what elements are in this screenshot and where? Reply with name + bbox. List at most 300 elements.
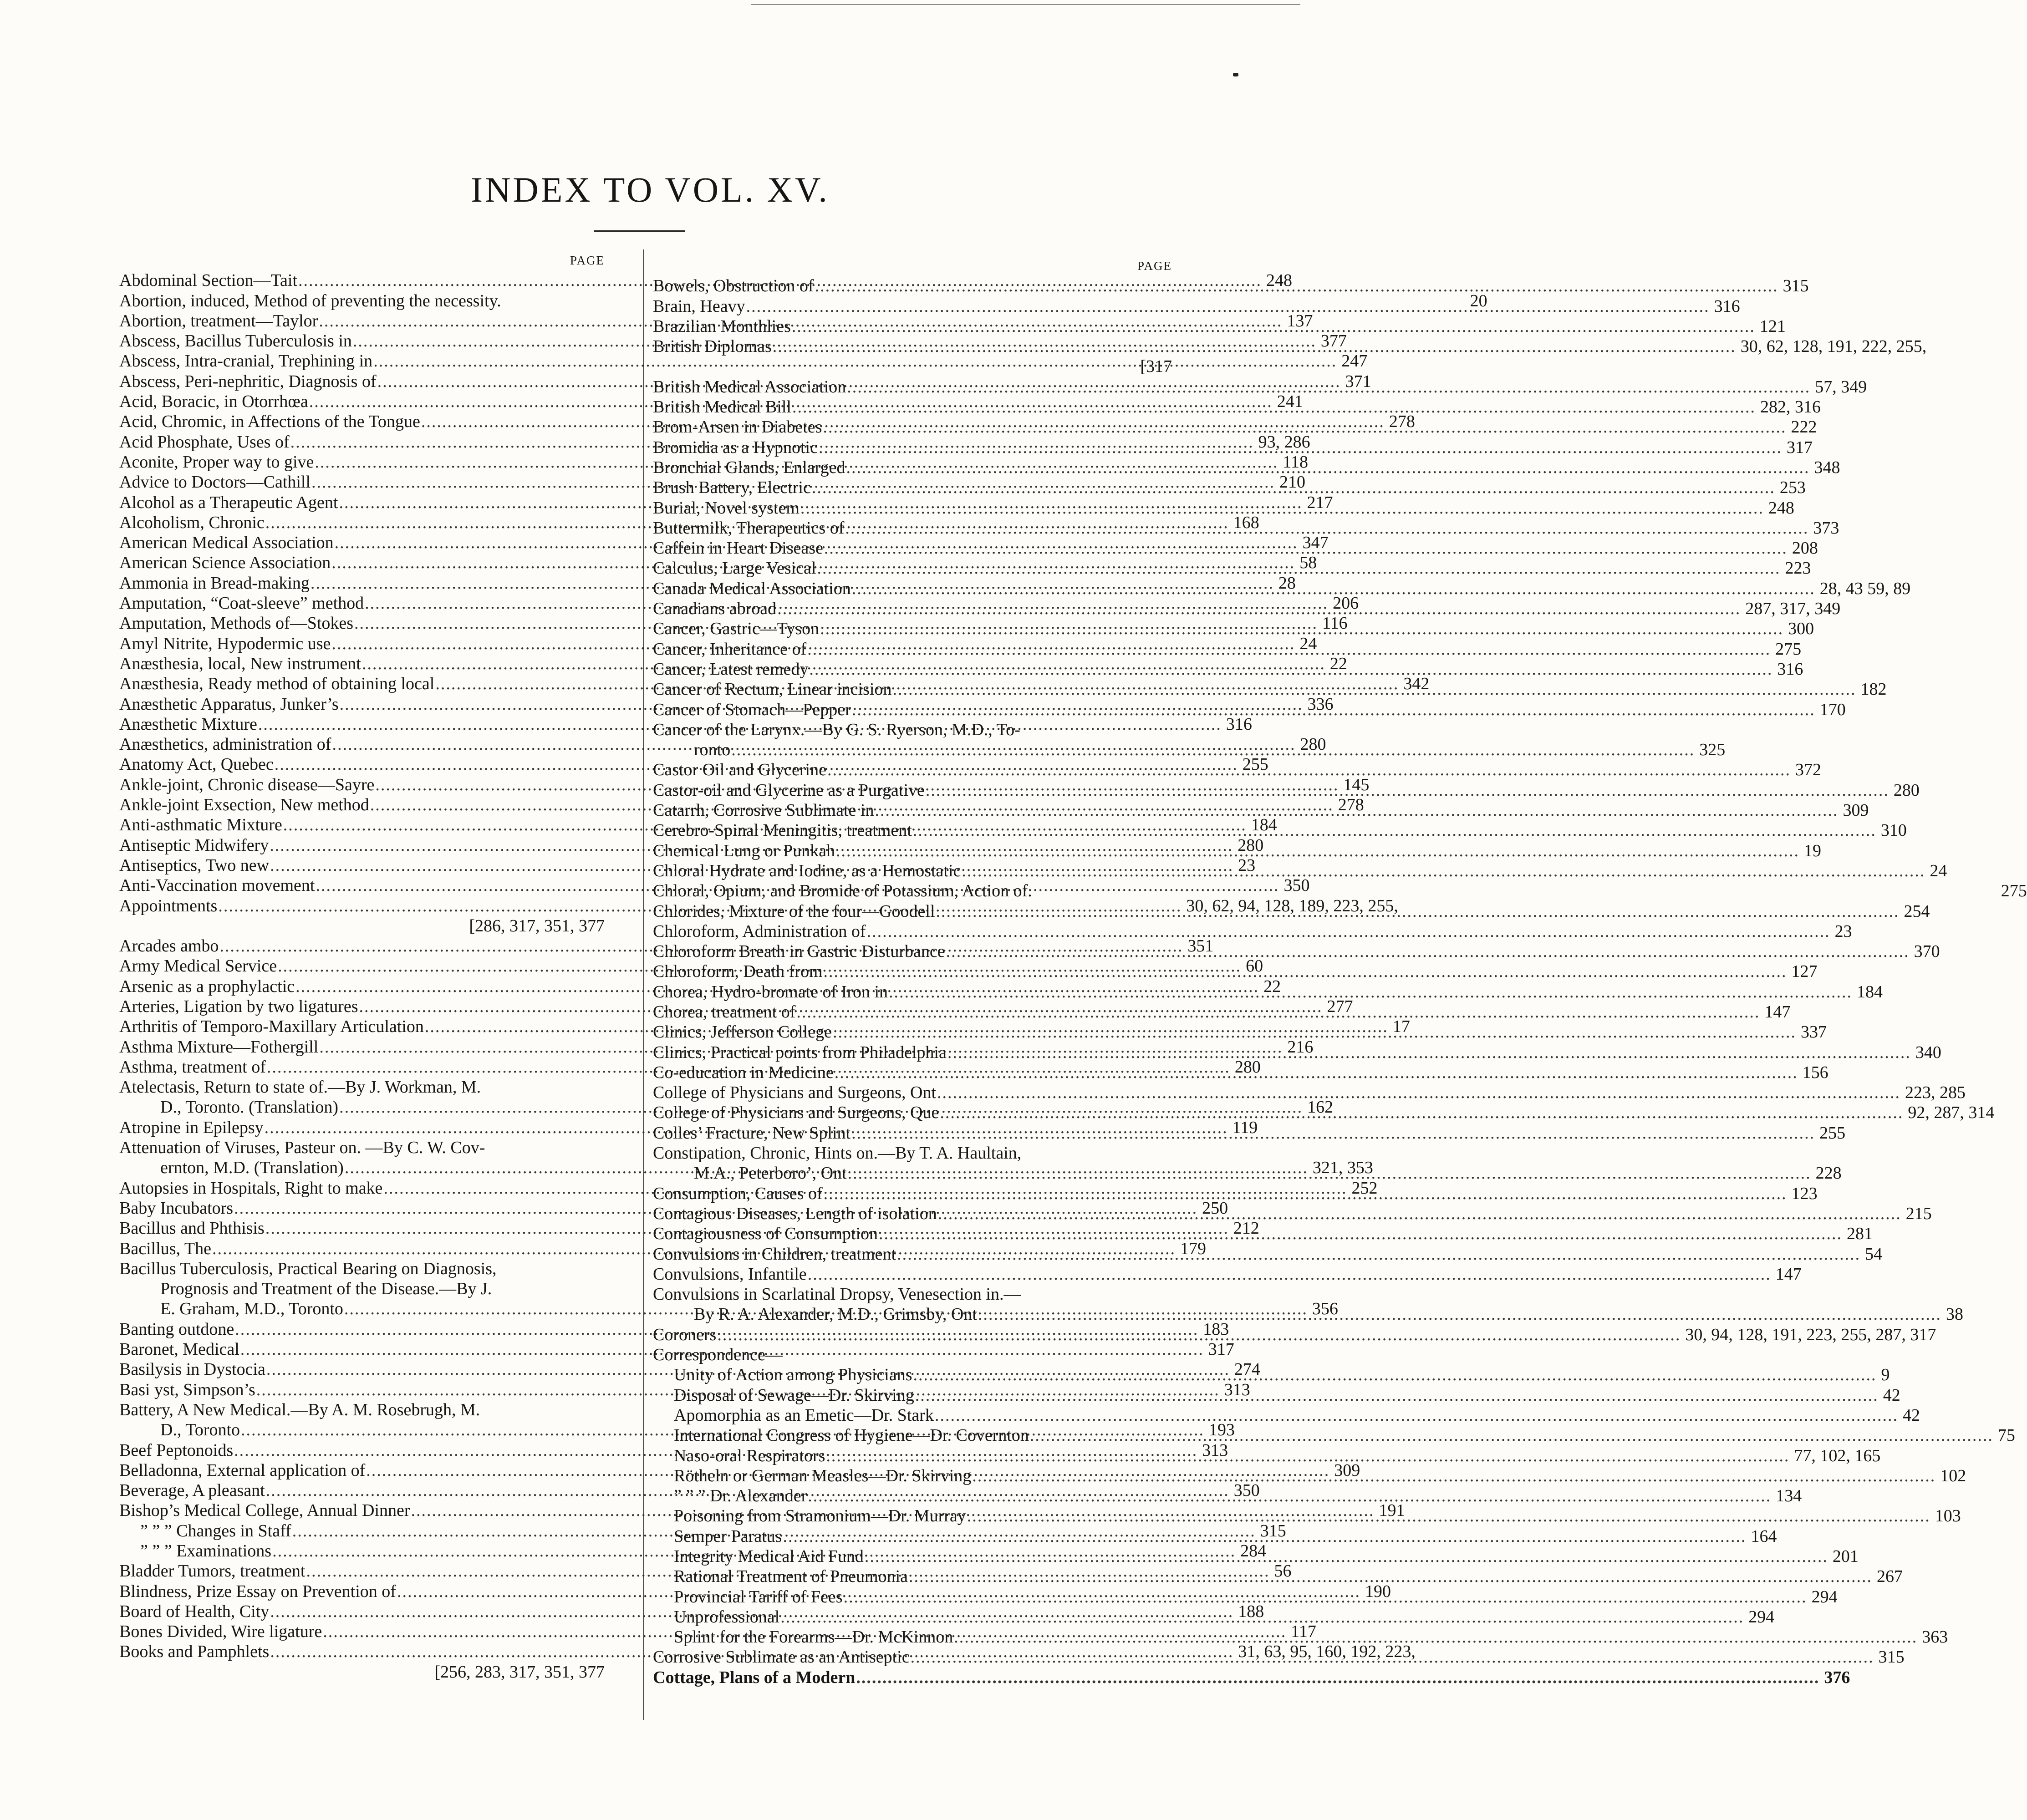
dot-leader (845, 458, 1809, 478)
dot-leader (843, 1587, 1807, 1607)
entry-title: Anæsthetic Apparatus, Junker’s (119, 694, 339, 714)
entry-title: British Medical Association (653, 377, 846, 397)
index-entry (119, 1662, 605, 1682)
entry-page-number: 222 (1791, 417, 1817, 437)
entry-title: American Science Association (119, 553, 331, 573)
entry-page-number: 193 (1209, 1420, 1235, 1440)
entry-page-number: 102 (1940, 1466, 1966, 1485)
entry-title: Books and Pamphlets (119, 1642, 270, 1662)
entry-title: Abscess, Intra-cranial, Trephining in (119, 351, 373, 371)
entry-page-number: 179 (1180, 1239, 1206, 1258)
entry-title: Chloroform Breath in Gastric Disturbance (653, 942, 945, 961)
entry-title: Castor-oil and Glycerine as a Purgative (653, 780, 925, 800)
entry-title: E. Graham, M.D., Toronto (160, 1299, 343, 1319)
entry-page-number: 117 (1291, 1622, 1316, 1642)
dot-leader (745, 296, 1710, 316)
index-entry (653, 1345, 1172, 1365)
entry-title: Advice to Doctors—Cathill (119, 473, 311, 492)
entry-page-number: 255 (1242, 755, 1268, 774)
entry-title: Basilysis in Dystocia (119, 1360, 265, 1379)
entry-title: Chloroform, Death from (653, 962, 823, 981)
entry-page-number: 137 (1287, 311, 1313, 330)
entry-page-number: 58 (1299, 553, 1317, 573)
entry-page-number: 267 (1877, 1567, 1903, 1586)
entry-title: Abortion, induced, Method of preventing the necessity. (119, 291, 501, 310)
index-entry (653, 1284, 1172, 1304)
entry-title: Contagiousness of Consumption (653, 1224, 878, 1244)
entry-page-number: 250 (1202, 1198, 1228, 1218)
entry-page-number: 294 (1811, 1587, 1838, 1606)
entry-title: D., Toronto. (Translation) (160, 1098, 339, 1117)
dot-leader (912, 1365, 1877, 1385)
entry-title: Buttermilk, Therapeutics of (653, 518, 845, 538)
entry-title: Coroners (653, 1325, 717, 1344)
dot-leader (791, 397, 1756, 417)
entry-title: Arcades ambo (119, 936, 219, 956)
entry-title: Bowels, Obstruction of (653, 276, 814, 296)
entry-page-number: 22 (1329, 654, 1347, 673)
entry-title: Anti-Vaccination movement (119, 876, 315, 895)
entry-title: Poisoning from Stramonium—Dr. Murray (674, 1506, 966, 1526)
entry-title: Antiseptics, Two new (119, 855, 270, 875)
dot-leader (776, 599, 1741, 619)
entry-page-number: 247 (1341, 351, 1368, 371)
entry-title: Brush Battery, Electric (653, 478, 811, 498)
entry-title: Semper Paratus (674, 1526, 782, 1546)
dot-leader (966, 1506, 1930, 1526)
dot-leader (1029, 1425, 1993, 1445)
index-entry (653, 1143, 1172, 1163)
entry-page-number: 248 (1768, 498, 1794, 518)
entry-title: Cottage, Plans of a Modern (653, 1667, 856, 1687)
entry-page-number: 103 (1935, 1506, 1961, 1526)
index-entry (119, 1077, 605, 1097)
entry-page-number: 373 (1813, 518, 1839, 538)
entry-page-number: 255 (1819, 1123, 1846, 1143)
entry-page-number: 75 (1997, 1426, 2015, 1445)
entry-page-number: 30, 62, 128, 191, 222, 255, (1740, 337, 1927, 356)
entry-page-number: 188 (1238, 1601, 1264, 1621)
entry-title: International Congress of Hygiene—Dr. Covernton (674, 1426, 1029, 1445)
entry-page-number: 119 (1232, 1118, 1258, 1137)
dot-leader (947, 1042, 1911, 1063)
entry-page-number: 168 (1233, 513, 1259, 532)
entry-title: Anti-asthmatic Mixture (119, 815, 282, 835)
entry-title: ernton, M.D. (Translation) (160, 1158, 344, 1178)
entry-page-number: 217 (1307, 493, 1333, 512)
entry-title: Chloral Hydrate and Iodine, as a Hemostatic (653, 861, 961, 880)
entry-page-number: 116 (1322, 614, 1348, 633)
ink-mark (1233, 73, 1238, 76)
dot-leader (808, 659, 1772, 679)
entry-title: M.A., Peterboro’, Ont (694, 1164, 847, 1183)
entry-title: Abscess, Bacillus Tuberculosis in (119, 331, 352, 351)
entry-page-number: 321, 353 (1312, 1158, 1373, 1178)
entry-page-number: 315 (1878, 1647, 1905, 1667)
entry-title: Beverage, A pleasant (119, 1481, 265, 1500)
entry-title: Chlorides, Mixture of the four—Goodell (653, 901, 935, 921)
entry-page-number: 278 (1389, 412, 1415, 432)
entry-title: Appointments (119, 896, 218, 915)
entry-page-number: 284 (1240, 1541, 1267, 1561)
entry-title: Acid, Chromic, in Affections of the Tongue (119, 412, 420, 432)
entry-title: ” ” ” Examinations (140, 1541, 272, 1561)
entry-title: Basi yst, Simpson’s (119, 1380, 255, 1399)
entry-page-number: 215 (1905, 1204, 1932, 1223)
entry-page-number: 201 (1832, 1547, 1859, 1566)
entry-title: Beef Peptonoids (119, 1440, 234, 1460)
entry-page-number: 223, 285 (1905, 1083, 1966, 1103)
entry-title: Arsenic as a prophylactic (119, 976, 295, 996)
entry-page-number: 170 (1819, 700, 1846, 719)
entry-title: Anæsthetic Mixture (119, 714, 257, 734)
entry-page-number: 38 (1946, 1305, 1963, 1324)
entry-page-number: 42 (1883, 1385, 1900, 1405)
dot-leader (791, 316, 1755, 336)
entry-page-number: 372 (1795, 760, 1821, 780)
index-entry (119, 1279, 605, 1299)
dot-leader (961, 861, 1925, 881)
dot-leader (939, 1103, 1903, 1123)
entry-title: Baronet, Medical (119, 1340, 239, 1359)
entry-page-number: 147 (1775, 1264, 1802, 1284)
entry-title: Anæsthetics, administration of (119, 735, 331, 754)
entry-page-number: 212 (1233, 1219, 1259, 1238)
dot-leader (835, 841, 1799, 861)
entry-title: Battery, A New Medical.—By A. M. Rosebrugh, M. (119, 1400, 480, 1419)
page-column-header: PAGE (1137, 259, 1172, 273)
entry-page-number: 56 (1274, 1561, 1292, 1581)
entry-page-number: 281 (1847, 1224, 1873, 1244)
entry-page-number: 351 (1187, 936, 1214, 956)
dot-leader (811, 478, 1775, 498)
entry-page-number: 313 (1224, 1380, 1250, 1399)
entry-page-number: 57, 349 (1815, 377, 1867, 397)
dot-leader (878, 1224, 1842, 1244)
dot-leader (826, 760, 1791, 780)
column-separator (643, 249, 644, 1720)
entry-title: Provincial Tariff of Fees (674, 1587, 843, 1606)
entry-title: Bacillus, The (119, 1239, 211, 1258)
entry-page-number: 280 (1893, 780, 1920, 800)
dot-leader (864, 1546, 1828, 1566)
entry-page-number: 315 (1260, 1521, 1286, 1540)
entry-page-number: 310 (1880, 821, 1907, 840)
entry-page-number: 377 (1320, 331, 1347, 351)
dot-leader (874, 800, 1838, 820)
entry-title: Rational Treatment of Pneumonia (674, 1567, 908, 1586)
entry-page-number: 275 (1775, 639, 1802, 659)
dot-leader (844, 518, 1808, 538)
dot-leader (910, 1647, 1874, 1667)
entry-title: Bladder Tumors, treatment (119, 1561, 306, 1581)
entry-title: Asthma Mixture—Fothergill (119, 1037, 319, 1057)
entry-title: Apomorphia as an Emetic—Dr. Stark (674, 1405, 934, 1425)
dot-leader (818, 437, 1782, 458)
entry-title: Catarrh, Corrosive Sublimate in (653, 801, 874, 820)
entry-title: Corrosive Sublimate as an Antiseptic (653, 1647, 910, 1667)
index-entry (653, 579, 1911, 599)
entry-page-number: 92, 287, 314 (1908, 1103, 1995, 1123)
dot-leader (851, 579, 1815, 599)
entry-title: Clinics, Jefferson College (653, 1022, 832, 1042)
entry-page-number: 28, 43 59, 89 (1819, 579, 1911, 598)
entry-title: Clinics, Practical points from Philadelphia (653, 1042, 947, 1062)
entry-page-number: 325 (1699, 740, 1726, 760)
dot-leader (934, 1405, 1898, 1425)
entry-title: Atelectasis, Return to state of.—By J. Workman, M. (119, 1078, 481, 1097)
entry-page-number: 182 (1860, 680, 1887, 699)
entry-page-number: 277 (1327, 996, 1353, 1016)
entry-page-number: 127 (1791, 962, 1818, 981)
entry-page-number: 228 (1815, 1164, 1842, 1183)
top-border-rule (751, 3, 1300, 7)
dot-leader (823, 538, 1788, 558)
entry-page-number: 17 (1392, 1017, 1410, 1037)
entry-title: Asthma, treatment of (119, 1057, 266, 1077)
entry-page-number: 371 (1345, 371, 1371, 391)
index-entry (653, 1264, 1802, 1284)
entry-title: Disposal of Sewage—Dr. Skirving (674, 1385, 914, 1405)
entry-title: Amputation, “Coat-sleeve” method (119, 594, 364, 613)
entry-page-number: 24 (1930, 861, 1947, 880)
entry-title: ” ” ” Dr. Alexander (674, 1486, 807, 1506)
dot-leader (716, 1325, 1681, 1345)
entry-title: Chemical Lung or Punkah (653, 841, 835, 860)
entry-title: By R. A. Alexander, M.D., Grimsby, Ont (694, 1305, 977, 1324)
entry-title: ronto (694, 740, 731, 760)
entry-title: Castor Oil and Glycerine (653, 760, 826, 780)
entry-title: [317 (1140, 357, 1172, 376)
dot-leader (730, 740, 1695, 760)
entry-page-number: 315 (1783, 276, 1809, 296)
dot-leader (888, 982, 1852, 1002)
dot-leader (908, 1566, 1872, 1586)
entry-title: Brazilian Monthlies (653, 316, 791, 336)
entry-title: Cancer, Latest remedy (653, 659, 809, 679)
entry-page-number: 206 (1333, 594, 1359, 613)
entry-title: Co-education in Medicine (653, 1063, 834, 1082)
dot-leader (807, 1486, 1771, 1506)
entry-page-number: 42 (1902, 1405, 1920, 1425)
entry-title: Unprofessional (674, 1607, 780, 1627)
entry-title: Cancer of Rectum, Linear incision (653, 680, 892, 699)
entry-page-number: 223 (1785, 559, 1811, 578)
entry-page-number: 282, 316 (1760, 397, 1821, 417)
entry-title: College of Physicians and Surgeons, Ont (653, 1083, 937, 1103)
entry-page-number: 208 (1792, 539, 1818, 558)
index-entry (653, 1083, 1966, 1103)
dot-leader (834, 1063, 1798, 1083)
entry-title: Bromidia as a Hypnotic (653, 437, 818, 457)
entry-page-number: 22 (1263, 976, 1281, 996)
entry-page-number: 121 (1759, 316, 1786, 336)
index-entry (653, 720, 1172, 740)
dot-leader (825, 1446, 1789, 1466)
entry-title: Ankle-joint Exsection, New method (119, 795, 369, 815)
entry-title: Anæsthesia, Ready method of obtaining local (119, 674, 435, 694)
entry-title: Chloral, Opium, and Bromide of Potassium, Action of. (653, 881, 1032, 901)
dot-leader (823, 961, 1787, 981)
entry-page-number: 24 (1299, 634, 1317, 653)
dot-leader (866, 921, 1830, 941)
entry-title: Constipation, Chronic, Hints on.—By T. A. Haultain, (653, 1144, 1022, 1163)
entry-title: Correspondence— (653, 1345, 783, 1365)
dot-leader (896, 1244, 1860, 1264)
entry-title: Unity of Action among Physicians (674, 1365, 912, 1385)
dot-leader (891, 679, 1856, 699)
entry-title: Bacillus Tuberculosis, Practical Bearing on Diagnosis, (119, 1259, 497, 1278)
entry-page-number: 190 (1365, 1581, 1391, 1601)
entry-title: Attenuation of Viruses, Pasteur on. —By C. W. Cov- (119, 1138, 485, 1158)
page-column-header: PAGE (570, 254, 605, 267)
entry-title: Blindness, Prize Essay on Prevention of (119, 1581, 396, 1601)
entry-title: Canadians abroad (653, 599, 777, 619)
entry-page-number: 23 (1238, 855, 1256, 875)
entry-title: Canada Medical Association (653, 579, 851, 598)
entry-page-number: 294 (1748, 1607, 1775, 1627)
entry-page-number: 342 (1403, 674, 1430, 694)
dot-leader (822, 417, 1786, 437)
entry-title: Amputation, Methods of—Stokes (119, 614, 354, 633)
entry-title: Cancer, Gastric—Tyson (653, 619, 820, 639)
entry-title: Aconite, Proper way to give (119, 452, 314, 472)
index-entry (653, 1405, 1920, 1425)
entry-title: Anæsthesia, local, New instrument (119, 654, 361, 673)
entry-title: Burial, Novel system (653, 498, 800, 518)
dot-leader (937, 1204, 1901, 1224)
entry-page-number: 336 (1307, 694, 1334, 714)
entry-title: [286, 317, 351, 377 (469, 916, 605, 935)
entry-title: Anatomy Act, Quebec (119, 755, 274, 774)
entry-title: Arteries, Ligation by two ligatures (119, 996, 358, 1016)
entry-page-number: 162 (1307, 1098, 1334, 1117)
entry-title: Chorea, Hydro-bromate of Iron in (653, 982, 888, 1002)
entry-title: Ammonia in Bread-making (119, 573, 310, 593)
index-entry (653, 356, 1172, 376)
entry-page-number: 350 (1283, 876, 1310, 895)
title-underline (594, 230, 685, 232)
entry-title: D., Toronto (160, 1420, 240, 1440)
dot-leader (800, 498, 1764, 518)
entry-title: Rötheln or German Measles—Dr. Skirving (674, 1466, 972, 1485)
entry-page-number: 241 (1277, 392, 1303, 412)
dot-leader (814, 276, 1778, 296)
entry-page-number: 123 (1791, 1184, 1818, 1203)
entry-page-number: 183 (1203, 1319, 1229, 1339)
entry-page-number: 216 (1287, 1037, 1314, 1057)
entry-page-number: 147 (1764, 1002, 1791, 1022)
entry-title: Bacillus and Phthisis (119, 1219, 265, 1238)
entry-page-number: 363 (1922, 1627, 1948, 1647)
entry-page-number: 23 (1834, 921, 1852, 941)
entry-title: Alcohol as a Therapeutic Agent (119, 493, 338, 512)
entry-page-number: 254 (1904, 901, 1930, 921)
dot-leader (779, 1607, 1744, 1627)
entry-page-number: 340 (1915, 1042, 1941, 1062)
dot-leader (806, 639, 1771, 659)
entry-page-number: 77, 102, 165 (1794, 1446, 1881, 1465)
dot-leader (855, 1667, 1819, 1688)
entry-page-number: 376 (1824, 1667, 1850, 1687)
entry-page-number: 30, 62, 94, 128, 189, 223, 255, (1186, 896, 1398, 915)
entry-page-number: 348 (1814, 458, 1840, 477)
entry-title: Consumption, Causes of (653, 1184, 823, 1203)
entry-page-number: 253 (1779, 478, 1806, 498)
dot-leader (925, 780, 1889, 800)
entry-page-number: 356 (1312, 1299, 1338, 1319)
entry-title: Amyl Nitrite, Hypodermic use (119, 634, 331, 653)
entry-title: Cancer, Inheritance of (653, 639, 807, 659)
dot-leader (846, 377, 1810, 397)
entry-title: Belladonna, External application of (119, 1460, 366, 1480)
entry-title: College of Physicians and Surgeons, Que (653, 1103, 939, 1123)
entry-title: Abscess, Peri-nephritic, Diagnosis of (119, 371, 377, 391)
entry-page-number: 9 (1881, 1365, 1890, 1385)
entry-title: Caffein in Heart Disease (653, 539, 823, 558)
entry-title: Splint for the Forearms—Dr. McKinnon (674, 1627, 953, 1647)
entry-page-number: 28 (1278, 573, 1296, 593)
entry-page-number: 60 (1246, 956, 1263, 976)
entry-title: Bishop’s Medical College, Annual Dinner (119, 1501, 410, 1520)
entry-page-number: 134 (1776, 1486, 1802, 1506)
entry-page-number: 248 (1266, 271, 1293, 290)
entry-title: Convulsions, Infantile (653, 1264, 807, 1284)
entry-page-number: 309 (1843, 801, 1869, 820)
dot-leader (782, 1526, 1746, 1546)
entry-title: Acid, Boracic, in Otorrhœa (119, 392, 308, 412)
entry-title: ” ” ” Changes in Staff (140, 1521, 291, 1540)
entry-page-number: 370 (1914, 942, 1940, 961)
entry-page-number: 191 (1379, 1501, 1405, 1520)
entry-title: Cerebro-Spinal Meningitis, treatment (653, 821, 912, 840)
dot-leader (971, 1466, 1935, 1486)
entry-title: Brom-Arsen in Diabetes (653, 417, 822, 437)
index-entry (119, 1259, 605, 1279)
entry-title: Baby Incubators (119, 1198, 234, 1218)
dot-leader (851, 1123, 1815, 1143)
dot-leader (823, 1184, 1787, 1204)
dot-leader (832, 1022, 1796, 1042)
entry-page-number: 274 (1234, 1360, 1260, 1379)
dot-leader (977, 1304, 1941, 1324)
entry-page-number: 184 (1251, 815, 1277, 835)
entry-title: American Medical Association (119, 533, 334, 553)
entry-page-number: 93, 286 (1258, 432, 1310, 452)
entry-page-number: 278 (1338, 795, 1364, 815)
entry-title: Naso-oral Respirators (674, 1446, 825, 1465)
entry-page-number: 20 (1470, 291, 1487, 310)
entry-page-number: 275 (2001, 881, 2027, 901)
entry-title: Bones Divided, Wire ligature (119, 1622, 322, 1642)
entry-page-number: 347 (1302, 533, 1329, 553)
entry-page-number: 316 (1777, 659, 1803, 679)
entry-title: Atropine in Epilepsy (119, 1118, 264, 1137)
entry-page-number: 19 (1803, 841, 1821, 860)
entry-page-number: 156 (1802, 1063, 1828, 1082)
dot-leader (935, 901, 1900, 921)
index-entry (653, 1667, 1850, 1688)
entry-title: Bronchial Glands, Enlarged (653, 458, 845, 477)
entry-title: Board of Health, City (119, 1601, 270, 1621)
entry-title: Chloroform, Administration of (653, 921, 866, 941)
entry-page-number: 145 (1343, 775, 1370, 794)
dot-leader (851, 700, 1815, 720)
dot-leader (807, 1264, 1771, 1284)
entry-title: Integrity Medical Aid Fund (674, 1547, 864, 1566)
entry-page-number: 313 (1202, 1440, 1228, 1460)
entry-title: Cancer of Stomach—Pepper (653, 700, 851, 719)
